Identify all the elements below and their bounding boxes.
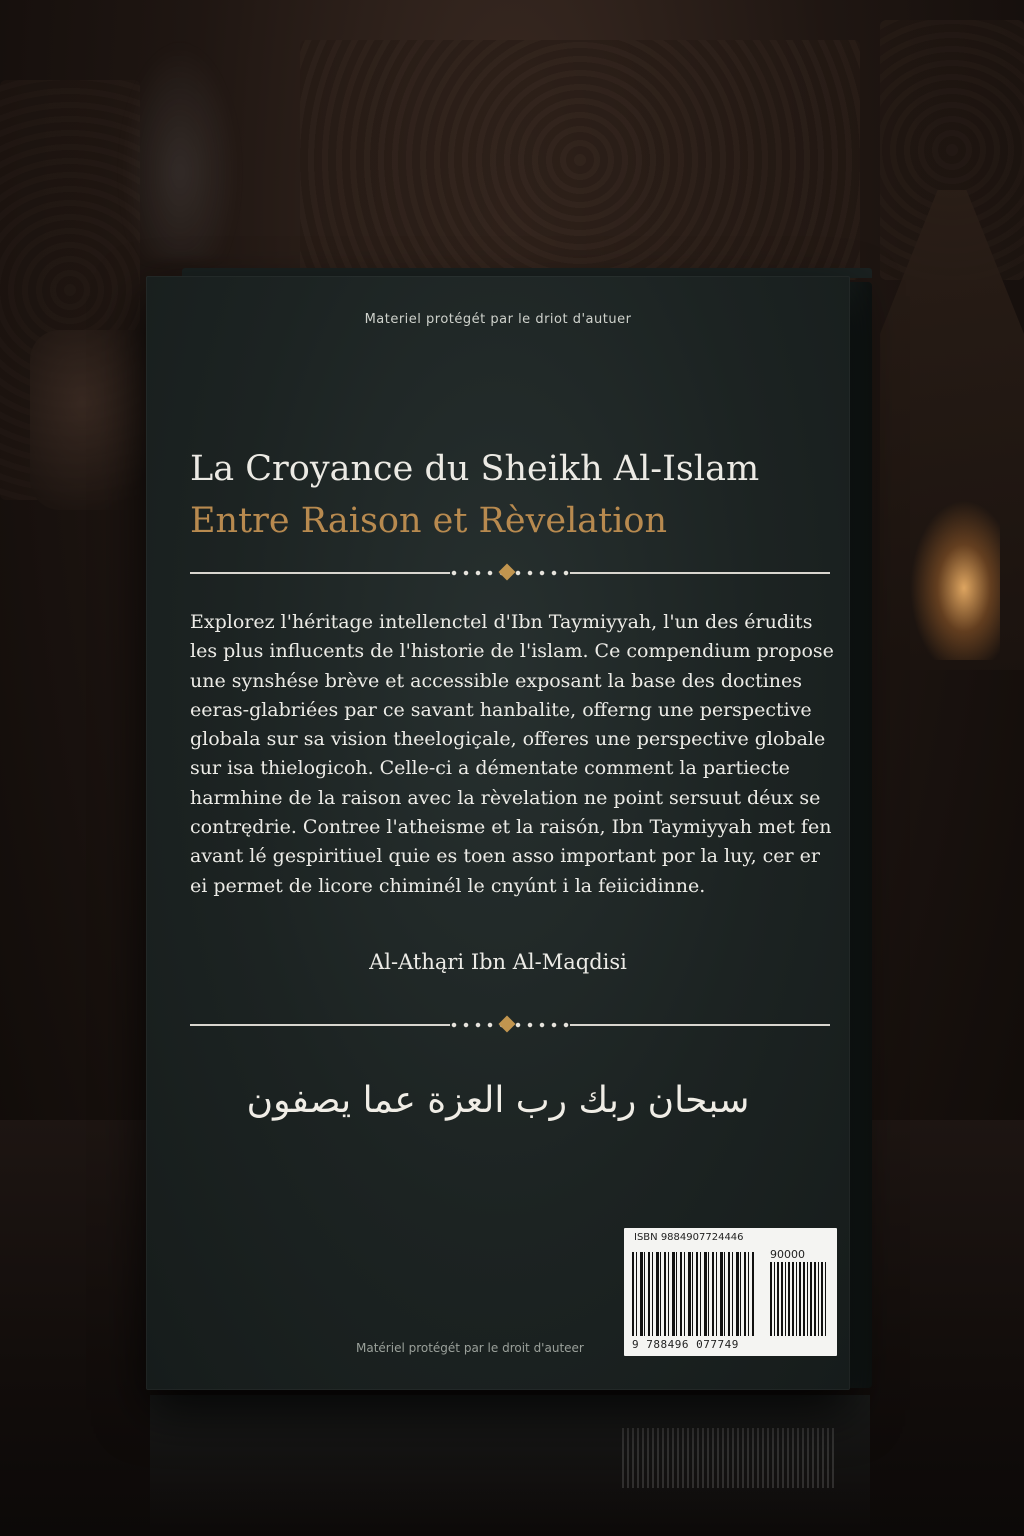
carved-wood-panel <box>300 40 860 280</box>
price-barcode-bars <box>770 1262 826 1336</box>
isbn-label: ISBN 9884907724446 <box>634 1232 744 1243</box>
copyright-notice-bottom: Matériel protégét par le droit d'auteer <box>356 1341 584 1355</box>
isbn-barcode <box>624 1228 837 1356</box>
cushion <box>30 330 160 510</box>
arabic-calligraphy: سبحان ربك رب العزة عما يصفون <box>246 1080 750 1121</box>
barcode-bars <box>632 1252 754 1336</box>
divider-ornament-bottom <box>190 1018 830 1032</box>
divider-ornament-top <box>190 566 830 580</box>
book-description: Explorez l'héritage intellenctel d'Ibn Taymiyyah, l'un des érudits les plus influcents de l'historie de l'islam. Ce compendium propose une synshése brève et accessible exposant la base des doctines eeras-glabriées par ce savant hanbalite, offerng une perspective globala sur sa vision theelogiçale, offeres une perspective globale sur isa thielogicoh. Celle-ci a démentate comment la partiecte harmhine de la raison avec la rèvelation ne point sersuut déux se contrędrie. Contree l'atheisme et la raisón, Ibn Taymiyyah met fen avant lé gespiritiuel quie es toen asso important por la luy, cer er ei permet de licore chiminél le cnyúnt i la feiicidinne. <box>190 611 834 897</box>
copyright-notice-top: Materiel protégét par le driot d'autuer <box>364 312 632 327</box>
author-name: Al-Athąri Ibn Al-Maqdisi <box>369 950 627 974</box>
barcode-reflection <box>622 1428 836 1488</box>
incense-smoke <box>120 40 240 260</box>
book-title: La Croyance du Sheikh Al-Islam <box>190 449 760 489</box>
price-code: 90000 <box>770 1248 805 1261</box>
barcode-number: 9 788496 077749 <box>632 1338 739 1351</box>
book-subtitle: Entre Raison et Rèvelation <box>190 501 668 541</box>
book-spine-edge <box>850 282 872 1388</box>
lantern-glow <box>910 500 1000 660</box>
